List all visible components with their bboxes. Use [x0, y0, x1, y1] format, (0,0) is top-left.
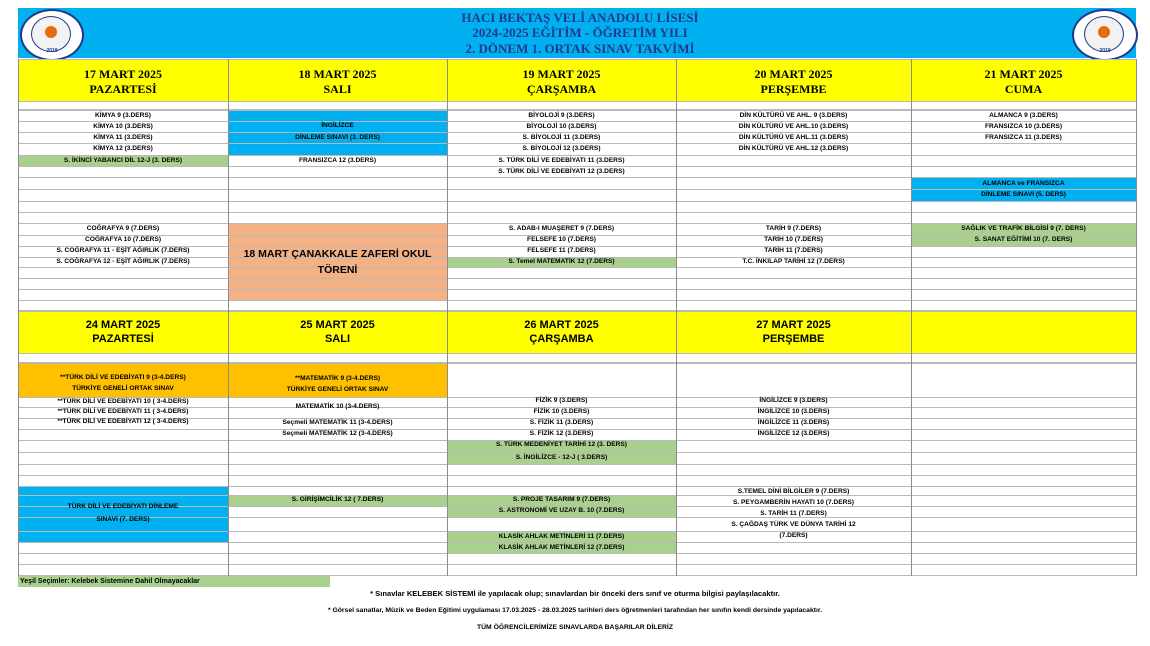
- w1-mon-pm-3: S. COĞRAFYA 11 - EŞİT AĞIRLIK (7.DERS): [56, 247, 190, 254]
- w2-thu-pm-2: S. PEYGAMBERİN HAYATI 10 (7.DERS): [732, 499, 855, 506]
- grid-row-line: [18, 177, 1136, 178]
- w2-wed-green-am-1: S. TÜRK MEDENİYET TARİHİ 12 (3. DERS): [495, 441, 628, 448]
- logo-year: 2019: [1099, 48, 1111, 54]
- w1-thu-am-4: DİN KÜLTÜRÜ VE AHL.12 (3.DERS): [738, 145, 849, 152]
- legend-text: Yeşil Seçimler: Kelebek Sistemine Dahil Olmayacaklar: [20, 578, 200, 585]
- grid-row-line: [18, 289, 1136, 290]
- grid-row-line: [18, 553, 1136, 554]
- w2-tue-am-3: Seçmeli MATEMATİK 12 (3-4.DERS): [282, 430, 393, 437]
- w1-thu-am-3: DİN KÜLTÜRÜ VE AHL.11 (3.DERS): [738, 134, 849, 141]
- day-header-wed-2: 26 MART 2025 ÇARŞAMBA: [447, 311, 676, 353]
- w1-thu-pm-1: TARİH 9 (7.DERS): [765, 225, 822, 232]
- w2-thu-am-1: İNGİLİZCE 9 (3.DERS): [759, 397, 828, 404]
- grid-row-line: [18, 101, 1136, 102]
- grid-row-line: [18, 278, 1136, 279]
- w2-tue-am-1: MATEMATİK 10 (3-4.DERS): [295, 403, 380, 410]
- w2-wed-am-3: S. FİZİK 11 (3.DERS): [529, 419, 594, 426]
- day-header-tue-1: 18 MART 2025 SALI: [228, 59, 447, 101]
- grid-row-line: [18, 311, 1136, 312]
- w2-thu-pm-3: S. TARİH 11 (7.DERS): [760, 510, 827, 517]
- w2-mon-blue-1: TÜRK DİLİ VE EDEBİYATI DİNLEME: [67, 503, 179, 510]
- w2-wed-green-pm2-2: KLASİK AHLAK METİNLERİ 12 (7.DERS): [498, 544, 625, 551]
- day-header-fri-1: 21 MART 2025 CUMA: [911, 59, 1136, 101]
- w1-tue-blue-1: İNGİLİZCE: [321, 122, 354, 129]
- w1-thu-pm-2: TARİH 10 (7.DERS): [764, 236, 823, 243]
- w1-wed-am-3: S. BİYOLOJİ 11 (3.DERS): [522, 134, 601, 141]
- day-header-mon-2: 24 MART 2025 PAZARTESİ: [18, 311, 228, 353]
- w1-tue-orange-1: 18 MART ÇANAKKALE ZAFERİ OKUL: [243, 248, 432, 260]
- exam-schedule-title: 2. DÖNEM 1. ORTAK SINAV TAKVİMİ: [465, 41, 695, 56]
- school-title: HACI BEKTAŞ VELİ ANADOLU LİSESİ: [461, 10, 699, 25]
- w1-mon-am-1: KİMYA 9 (3.DERS): [95, 112, 151, 119]
- w1-wed-green-text: S. Temel MATEMATİK 12 (7.DERS): [508, 258, 615, 265]
- w1-fri-green-1: SAĞLIK VE TRAFİK BİLGİSİ 9 (7. DERS): [961, 225, 1086, 232]
- w2-tue-green-text: S. GİRİŞİMCİLİK 12 ( 7.DERS): [291, 496, 384, 503]
- w2-mon-am-3: **TÜRK DİLİ VE EDEBİYATI 12 ( 3-4.DERS): [57, 418, 189, 425]
- grid-col-line: [1136, 59, 1137, 576]
- w2-thu-pm-1: S.TEMEL DİNİ BİLGİLER 9 (7.DERS): [737, 488, 850, 495]
- day-header-thu-2: 27 MART 2025 PERŞEMBE: [676, 311, 911, 353]
- w1-tue-orange-2: TÖRENİ: [317, 264, 358, 276]
- w1-wed-am-2: BİYOLOJİ 10 (3.DERS): [526, 123, 597, 130]
- footer-note-2: * Görsel sanatlar, Müzik ve Beden Eğitimi uygulaması 17.03.2025 - 28.03.2025 tarihleri ders öğretmenleri tarafından her sınıfın kendi dersinde yapılacaktır.: [327, 607, 823, 614]
- w1-wed-pm-3: FELSEFE 11 (7.DERS): [527, 247, 596, 254]
- w2-wed-green-pm2-1: KLASİK AHLAK METİNLERİ 11 (7.DERS): [498, 533, 625, 540]
- w1-mon-am-4: KİMYA 12 (3.DERS): [93, 145, 153, 152]
- w2-thu-am-4: İNGİLİZCE 12 (3.DERS): [757, 430, 830, 437]
- grid-row-line: [18, 59, 1136, 60]
- w2-wed-green-pm-1: S. PROJE TASARIM 9 (7.DERS): [512, 496, 611, 503]
- w1-fri-am-2: FRANSIZCA 10 (3.DERS): [984, 123, 1063, 130]
- w1-wed-am-6: S. TÜRK DİLİ VE EDEBİYATI 12 (3.DERS): [498, 168, 625, 175]
- day-header-fri-2-empty: [911, 311, 1136, 353]
- w1-thu-pm-3: TARİH 11 (7.DERS): [764, 247, 823, 254]
- w2-wed-green-am-2: S. İNGİLİZCE - 12-J ( 3.DERS): [515, 454, 608, 461]
- w1-thu-pm-4: T.C. İNKILAP TARİHİ 12 (7.DERS): [742, 258, 845, 265]
- grid-row-line: [18, 353, 1136, 354]
- w1-fri-am-3: FRANSIZCA 11 (3.DERS): [985, 134, 1062, 141]
- grid-row-line: [18, 300, 1136, 301]
- w1-wed-am-4: S. BİYOLOJİ 12 (3.DERS): [522, 145, 601, 152]
- w2-mon-gold-2: TÜRKİYE GENELİ ORTAK SINAV: [72, 385, 174, 392]
- grid-row-line: [18, 486, 1136, 487]
- w2-wed-am-4: S. FİZİK 12 (3.DERS): [529, 430, 594, 437]
- w1-thu-am-1: DİN KÜLTÜRÜ VE AHL. 9 (3.DERS): [739, 112, 848, 119]
- w2-mon-am-1: **TÜRK DİLİ VE EDEBİYATI 10 ( 3-4.DERS): [57, 398, 189, 405]
- grid-row-line: [18, 267, 1136, 268]
- w1-mon-am-3: KİMYA 11 (3.DERS): [93, 134, 153, 141]
- footer-note-1: * Sınavlar KELEBEK SİSTEMİ ile yapılacak olup; sınavlardan bir önceki ders sınıf ve oturma bilgisi paylaşılacaktır.: [370, 589, 780, 598]
- w2-tue-gold-1: **MATEMATİK 9 (3-4.DERS): [294, 375, 381, 382]
- w1-mon-am-2: KİMYA 10 (3.DERS): [93, 123, 153, 130]
- grid-row-line: [18, 212, 1136, 213]
- w2-mon-blue-2: SINAVI (7. DERS): [96, 516, 150, 523]
- w1-wed-pm-1: S. ADAB-I MUAŞERET 9 (7.DERS): [508, 225, 615, 232]
- w2-tue-am-2: Seçmeli MATEMATİK 11 (3-4.DERS): [282, 419, 393, 426]
- school-logo-left: [20, 9, 84, 61]
- w2-thu-am-3: İNGİLİZCE 11 (3.DERS): [757, 419, 830, 426]
- w1-fri-blue-1: ALMANCA ve FRANSIZCA: [982, 180, 1065, 187]
- w2-wed-am-1: FİZİK 9 (3.DERS): [535, 397, 588, 404]
- w1-fri-green-2: S. SANAT EĞİTİMİ 10 (7. DERS): [974, 236, 1073, 243]
- academic-year: 2024-2025 EĞİTİM - ÖĞRETİM YILI: [472, 25, 688, 40]
- w1-thu-am-2: DİN KÜLTÜRÜ VE AHL.10 (3.DERS): [738, 123, 849, 130]
- school-logo-right: [1072, 9, 1138, 61]
- w2-thu-am-2: İNGİLİZCE 10 (3.DERS): [757, 408, 830, 415]
- w1-wed-am-1: BİYOLOJİ 9 (3.DERS): [528, 112, 595, 119]
- w2-tue-gold-2: TÜRKİYE GENELİ ORTAK SINAV: [286, 386, 389, 393]
- grid-row-line: [18, 564, 1136, 565]
- logo-year: 2019: [46, 48, 58, 54]
- day-header-thu-1: 20 MART 2025 PERŞEMBE: [676, 59, 911, 101]
- w2-mon-gold-1: **TÜRK DİLİ VE EDEBİYATI 9 (3-4.DERS): [60, 374, 186, 381]
- w2-mon-am-2: **TÜRK DİLİ VE EDEBİYATI 11 ( 3-4.DERS): [57, 408, 189, 415]
- grid-row-line: [18, 475, 1136, 476]
- grid-row-line: [18, 201, 1136, 202]
- w1-wed-am-5: S. TÜRK DİLİ VE EDEBİYATI 11 (3.DERS): [498, 157, 625, 164]
- w1-mon-pm-2: COĞRAFYA 10 (7.DERS): [84, 236, 162, 243]
- w2-thu-pm-5: (7.DERS): [779, 532, 808, 539]
- w1-mon-pm-1: COĞRAFYA 9 (7.DERS): [86, 225, 160, 232]
- grid-row-line: [18, 363, 1136, 364]
- w1-tue-blue-2: DİNLEME SINAVI (3. DERS): [295, 134, 380, 141]
- w2-wed-green-pm-2: S. ASTRONOMİ VE UZAY B. 10 (7.DERS): [498, 507, 625, 514]
- day-header-mon-1: 17 MART 2025 PAZARTESİ: [18, 59, 228, 101]
- w2-thu-pm-4: S. ÇAĞDAŞ TÜRK VE DÜNYA TARİHİ 12: [731, 521, 856, 528]
- day-header-tue-2: 25 MART 2025 SALI: [228, 311, 447, 353]
- w1-mon-green-text: S. İKİNCİ YABANCI DİL 12-J (3. DERS): [63, 157, 183, 164]
- w1-fri-blue-2: DİNLEME SINAVI (5. DERS): [981, 191, 1066, 198]
- w1-wed-pm-2: FELSEFE 10 (7.DERS): [527, 236, 596, 243]
- w1-tue-am-fr: FRANSIZCA 12 (3.DERS): [298, 157, 377, 164]
- w1-mon-pm-4: S. COĞRAFYA 12 - EŞİT AĞIRLIK (7.DERS): [56, 258, 190, 265]
- day-header-wed-1: 19 MART 2025 ÇARŞAMBA: [447, 59, 676, 101]
- legend-box: [18, 576, 330, 587]
- w2-wed-am-2: FİZİK 10 (3.DERS): [533, 408, 590, 415]
- w1-fri-am-1: ALMANCA 9 (3.DERS): [989, 112, 1058, 119]
- grid-row-line: [18, 464, 1136, 465]
- footer-note-3: TÜM ÖĞRENCİLERİMİZE SINAVLARDA BAŞARILAR DİLERİZ: [477, 624, 673, 631]
